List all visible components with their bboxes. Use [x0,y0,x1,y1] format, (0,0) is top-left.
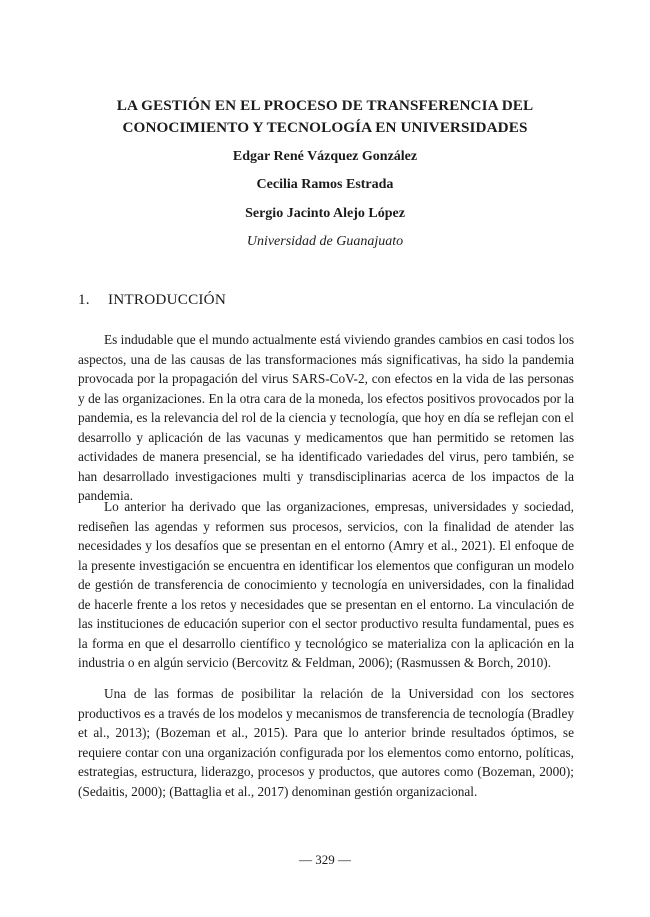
author-3: Sergio Jacinto Alejo López [245,206,405,221]
author-2: Cecilia Ramos Estrada [256,177,394,192]
title-line-2: CONOCIMIENTO Y TECNOLOGÍA EN UNIVERSIDADES [122,119,528,136]
page-number: — 329 — [299,852,351,867]
body-paragraph-1: Es indudable que el mundo actualmente está viviendo grandes cambios en casi todos los aspectos, una de las causas de las transformaciones más significativas, ha sido la pandemia provocada por la propagación del virus SARS-CoV-2, con efectos en la vida de las personas y de las organizaciones. En la otra cara de la moneda, los efectos positivos provocados por la pandemia, es la relevancia del rol de la ciencia y tecnología, que hoy en día se reflejan con el desarrollo y aplicación de las vacunas y medicamentos que han permitido se retomen las actividades de manera presencial, se ha identificado variedades del virus, pero también, se han desarrollado investigaciones multi y transdisciplinarias acerca de los impactos de la pandemia. [78,332,574,503]
author-1: Edgar René Vázquez González [232,149,418,164]
body-paragraph-3: Una de las formas de posibilitar la relación de la Universidad con los sectores productivos es a través de los modelos y mecanismos de transferencia de tecnología (Bradley et al., 2013); (Bozeman et al., 2015). Para que lo anterior brinde resultados óptimos, se requiere contar con una organización configurada por los elementos como entorno, políticas, estrategias, estructura, liderazgo, procesos y productos, que autores como (Bozeman, 2000); (Sedaitis, 2000); (Battaglia et al., 2017) denominan gestión organizacional. [78,686,574,799]
body-paragraph-2: Lo anterior ha derivado que las organizaciones, empresas, universidades y sociedad, rediseñen las agendas y reformen sus procesos, servicios, con la finalidad de atender las necesidades y los desafíos que se presentan en el entorno (Amry et al., 2021). El enfoque de la presente investigación se encuentra en identificar los elementos que configuran un modelo de gestión de transferencia de conocimiento y tecnología en universidades, con la finalidad de hacerle frente a los retos y necesidades que se presentan en el entorno. La vinculación de las instituciones de educación superior con el sector productivo resulta fundamental, pues es la forma en que el desarrollo científico y tecnológico se materializa con la aplicación en la industria o en algún servicio (Bercovitz & Feldman, 2006); (Rasmussen & Borch, 2010). [78,499,574,670]
section-heading [78,290,226,310]
section-number: 1. [78,291,90,308]
section-title: INTRODUCCIÓN [108,291,226,308]
document-title [60,95,590,139]
affiliation: Universidad de Guanajuato [246,234,404,249]
title-line-1: LA GESTIÓN EN EL PROCESO DE TRANSFERENCIA DEL [116,97,534,114]
